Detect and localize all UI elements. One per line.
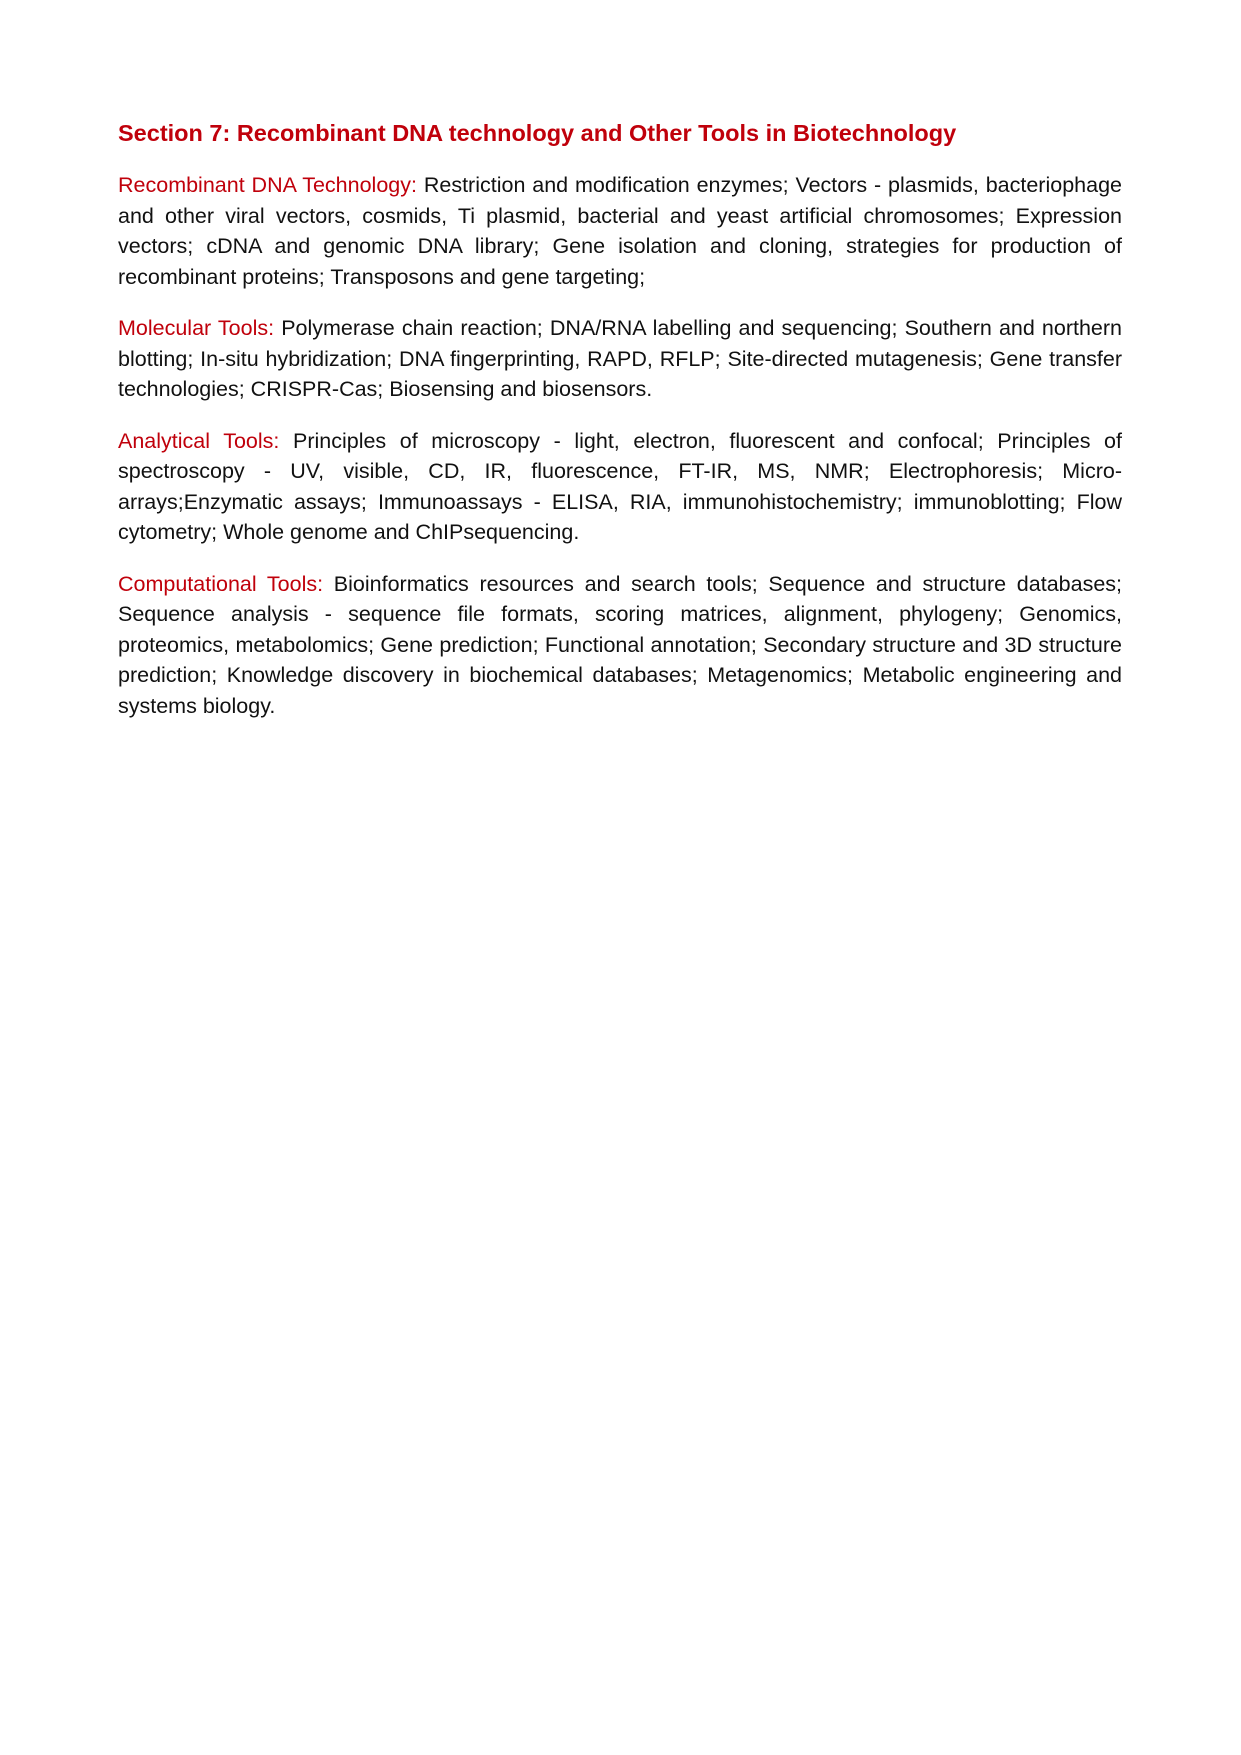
paragraph-text: Principles of microscopy - light, electron, fluorescent and confocal; Principles of spectroscopy - UV, visible, CD, IR, fluorescence, FT-IR, MS, NMR; Electrophoresis; Micro-arrays;Enzymatic assays; Immunoassays - ELISA, RIA, immunohistochemistry; immunoblotting; Flow cytometry; Whole genome and ChIPsequencing. [118,428,1122,544]
paragraph-label: Analytical Tools: [118,428,280,453]
paragraph-text: Restriction and modification enzymes; Vectors - plasmids, bacteriophage and other viral vectors, cosmids, Ti plasmid, bacterial and yeast artificial chromosomes; Expression vectors; cDNA and genomic DNA library; Gene isolation and cloning, strategies for production of recombinant proteins; Transposons and gene targeting; [118,173,1122,289]
paragraph-label: Molecular Tools: [118,316,275,340]
paragraph-recombinant-dna-technology [118,170,1122,292]
paragraph-molecular-tools [118,313,1122,405]
section-title: Section 7: Recombinant DNA technology and Other Tools in Biotechnology [118,120,957,146]
paragraph-text: Polymerase chain reaction; DNA/RNA labelling and sequencing; Southern and northern blotting; In-situ hybridization; DNA fingerprinting, RAPD, RFLP; Site-directed mutagenesis; Gene transfer technologies; CRISPR-Cas; Biosensing and biosensors. [118,316,1123,401]
paragraph-text: Bioinformatics resources and search tools; Sequence and structure databases; Sequence analysis - sequence file formats, scoring matrices, alignment, phylogeny; Genomics, proteomics, metabolomics; Gene prediction; Functional annotation; Secondary structure and 3D structure prediction; Knowledge discovery in biochemical databases; Metagenomics; Metabolic engineering and systems biology. [118,571,1122,718]
paragraph-computational-tools [118,569,1122,722]
document-page [118,118,1122,742]
paragraph-label: Computational Tools: [118,571,324,596]
paragraph-analytical-tools [118,426,1122,548]
paragraph-label: Recombinant DNA Technology: [118,173,417,197]
